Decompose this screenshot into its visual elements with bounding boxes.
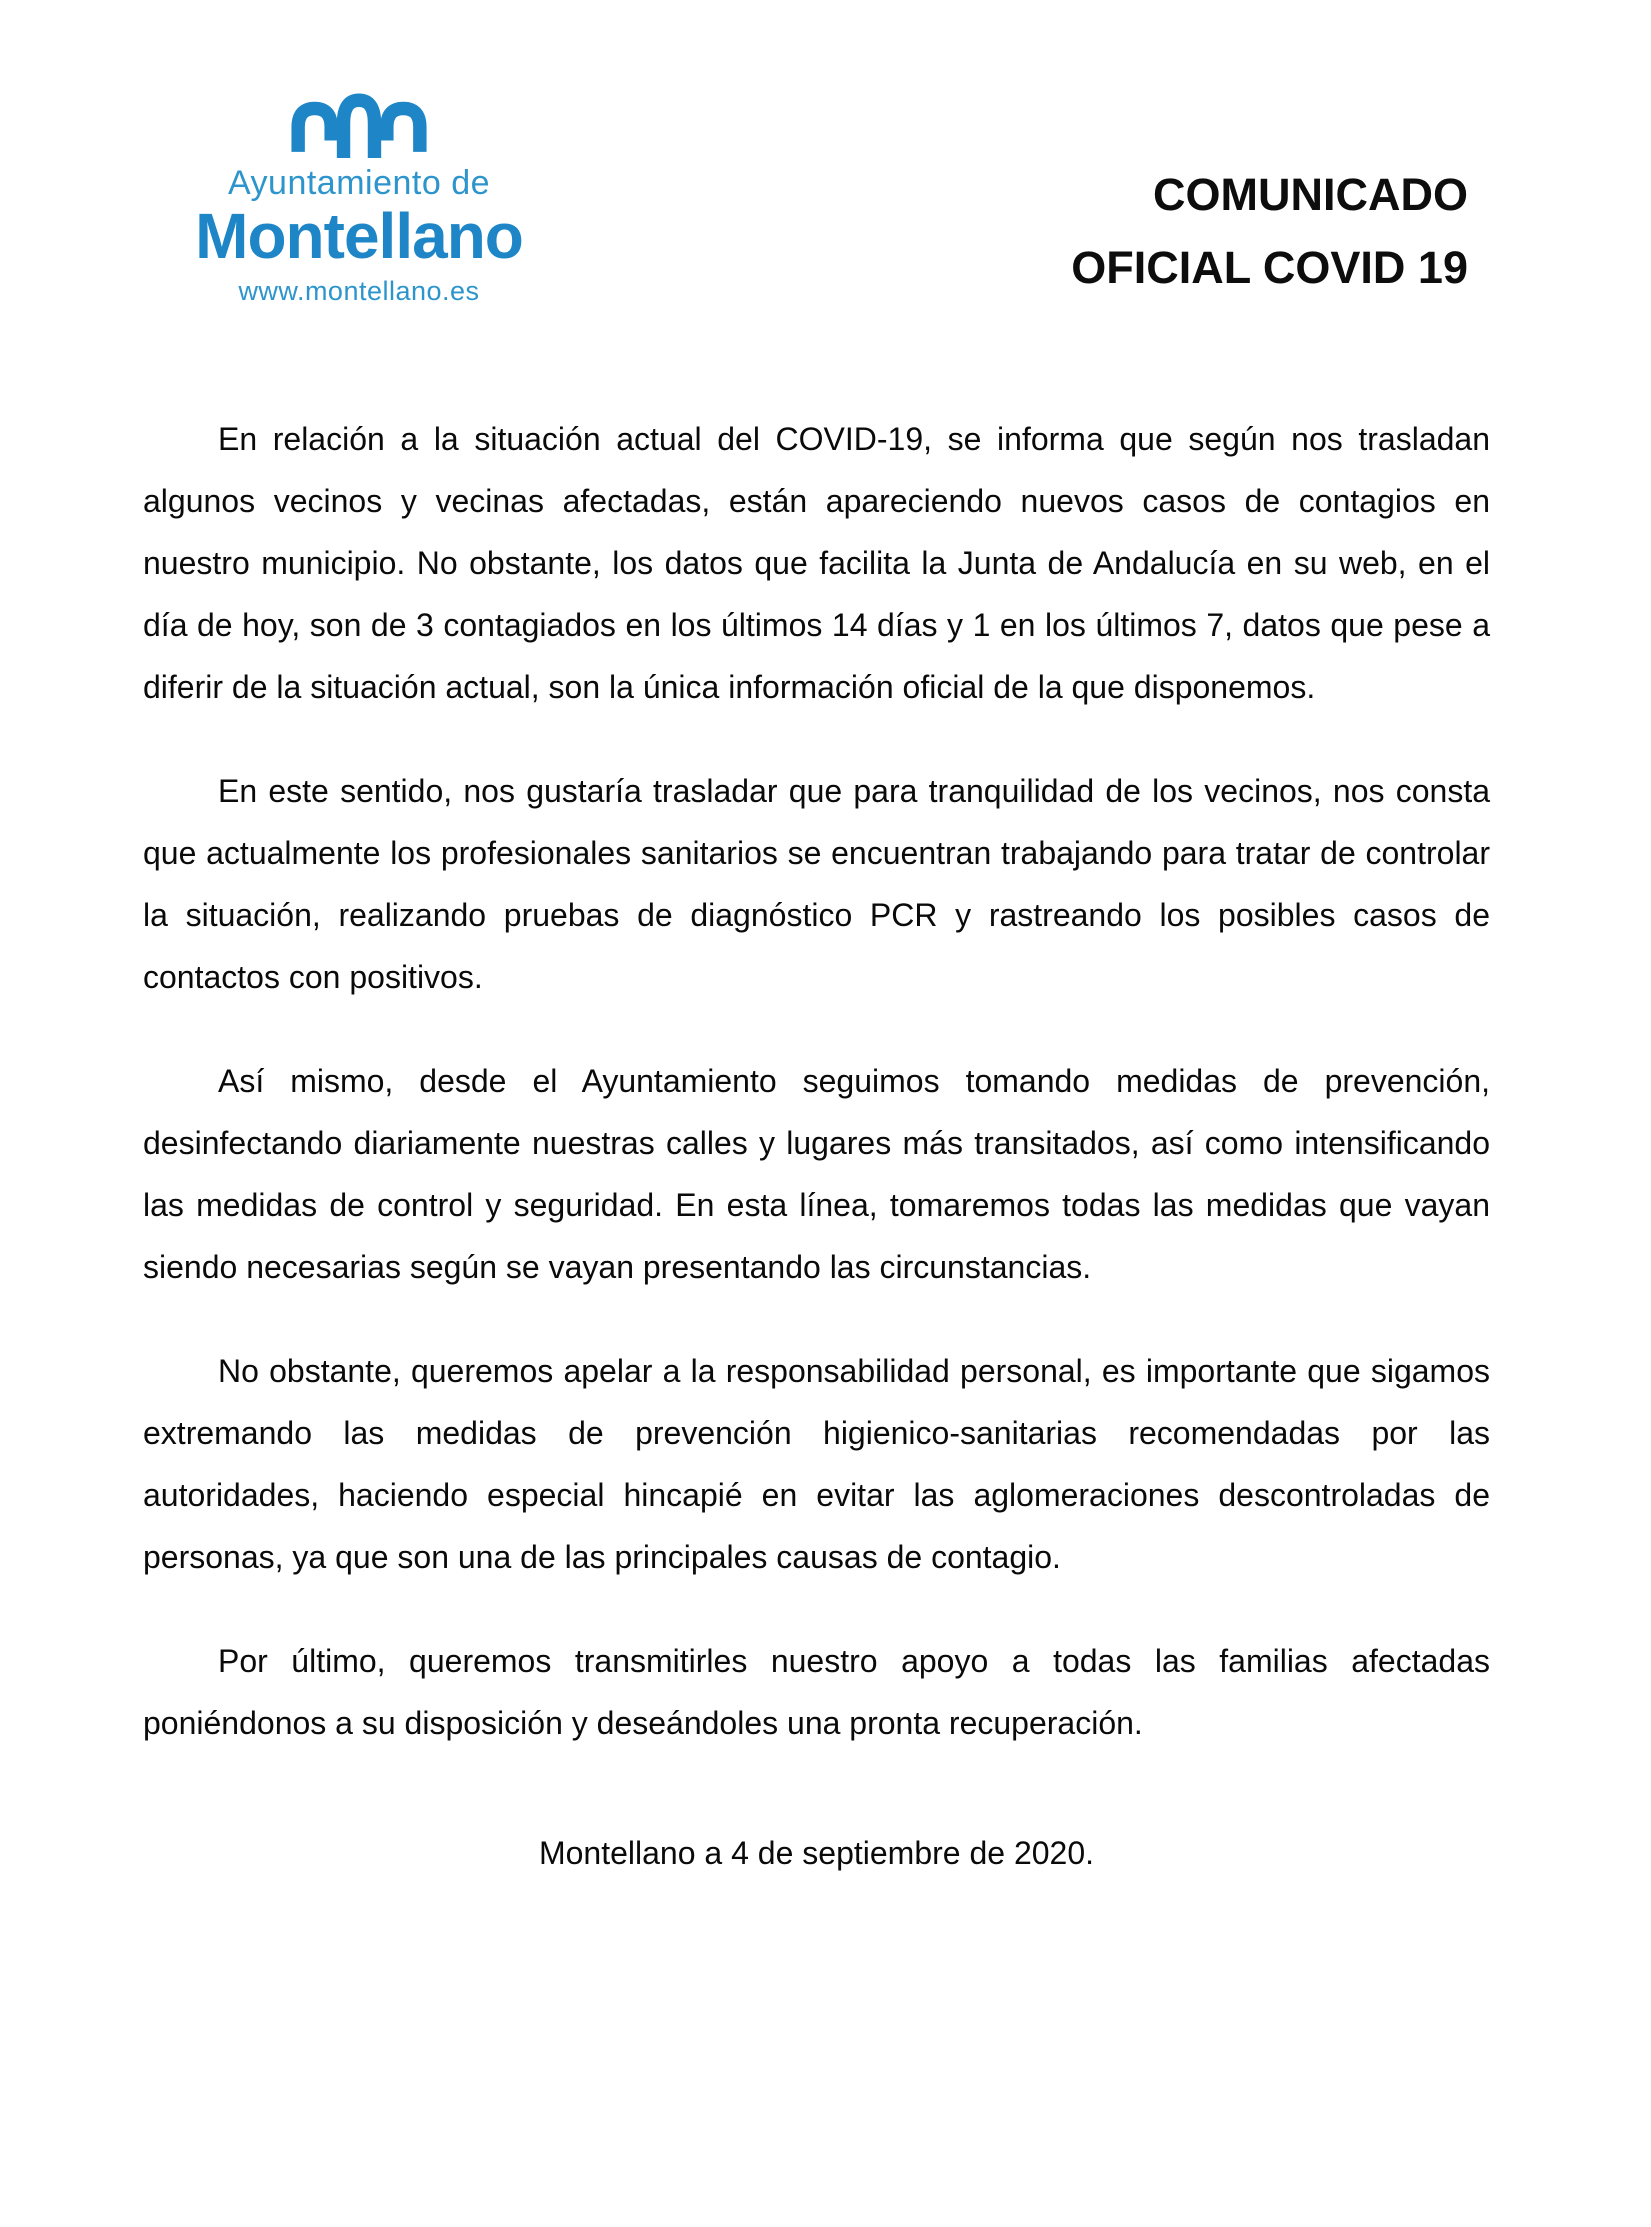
logo-org-name: Montellano [195,200,523,272]
paragraph-5: Por último, queremos transmitirles nuestro apoyo a todas las familias afectadas poniéndonos a su disposición y deseándoles una pronta recuperación. [143,1643,1490,1741]
document-body [143,408,1490,1884]
paragraph-3: Así mismo, desde el Ayuntamiento seguimos tomando medidas de prevención, desinfectando diariamente nuestras calles y lugares más transitados, así como intensificando las medidas de control y seguridad. En esta línea, tomaremos todas las medidas que vayan siendo necesarias según se vayan presentando las circunstancias. [143,1063,1490,1285]
paragraph-4: No obstante, queremos apelar a la responsabilidad personal, es importante que sigamos extremando las medidas de prevención higienico-sanitarias recomendadas por las autoridades, haciendo especial hincapié en evitar las aglomeraciones descontroladas de personas, ya que son una de las principales causas de contagio. [143,1353,1490,1575]
title-line-2: OFICIAL COVID 19 [1071,242,1468,293]
three-arches-icon [289,92,429,158]
dateline: Montellano a 4 de septiembre de 2020. [538,1835,1095,1871]
paragraph-2: En este sentido, nos gustaría trasladar que para tranquilidad de los vecinos, nos consta que actualmente los profesionales sanitarios se encuentran trabajando para tratar de controlar la situación, realizando pruebas de diagnóstico PCR y rastreando los posibles casos de contactos con positivos. [143,773,1490,995]
title-line-1: COMUNICADO [1153,169,1468,220]
logo-org-prefix: Ayuntamiento de [227,164,491,202]
paragraph-1: En relación a la situación actual del COVID-19, se informa que según nos trasladan algunos vecinos y vecinas afectadas, están apareciendo nuevos casos de contagios en nuestro municipio. No obstante, los datos que facilita la Junta de Andalucía en su web, en el día de hoy, son de 3 contagiados en los últimos 14 días y 1 en los últimos 7, datos que pese a diferir de la situación actual, son la única información oficial de la que disponemos. [143,421,1490,705]
logo-website-url: www.montellano.es [238,276,480,306]
document-title [1071,158,1468,304]
montellano-logo [168,92,550,305]
